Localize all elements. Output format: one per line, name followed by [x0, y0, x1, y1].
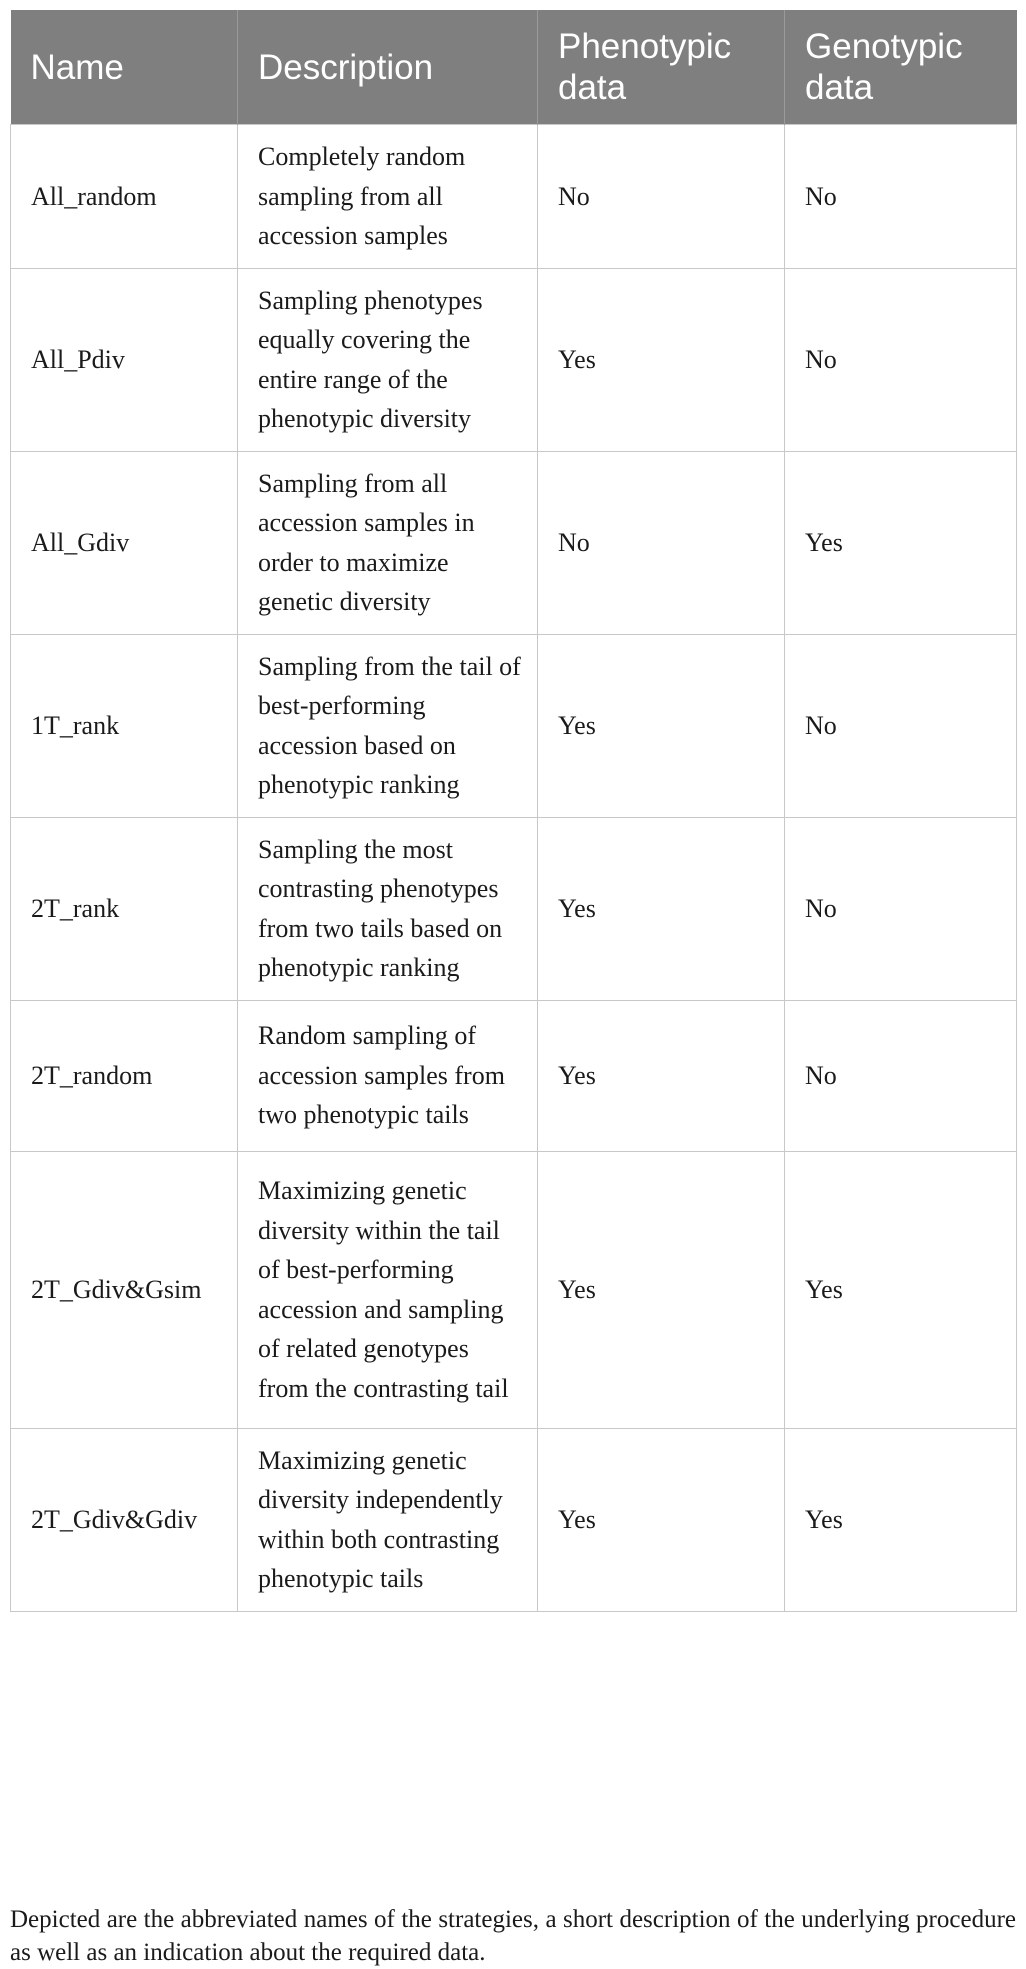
table-row	[11, 634, 1017, 817]
header-genotypic-data: Genotypic data	[785, 10, 1017, 125]
cell-genotypic: Yes	[785, 1428, 1017, 1611]
cell-description: Maximizing genetic diversity independently within both contrasting phenotypic tails	[238, 1428, 538, 1611]
table-header	[11, 10, 1017, 125]
cell-name: 2T_random	[11, 1000, 238, 1151]
cell-description: Maximizing genetic diversity within the tail of best-performing accession and sampling of related genotypes from the contrasting tail	[238, 1151, 538, 1428]
cell-name: All_Pdiv	[11, 268, 238, 451]
header-name: Name	[11, 10, 238, 125]
table-body	[11, 125, 1017, 1612]
strategy-table	[10, 10, 1017, 1612]
cell-genotypic: Yes	[785, 1151, 1017, 1428]
cell-name: All_random	[11, 125, 238, 269]
table-row	[11, 125, 1017, 269]
header-description: Description	[238, 10, 538, 125]
table-row	[11, 817, 1017, 1000]
table-row	[11, 451, 1017, 634]
cell-genotypic: Yes	[785, 451, 1017, 634]
cell-name: 1T_rank	[11, 634, 238, 817]
cell-name: 2T_Gdiv&Gsim	[11, 1151, 238, 1428]
cell-phenotypic: Yes	[538, 1428, 785, 1611]
cell-phenotypic: Yes	[538, 817, 785, 1000]
table-row	[11, 268, 1017, 451]
cell-genotypic: No	[785, 1000, 1017, 1151]
cell-description: Completely random sampling from all accession samples	[238, 125, 538, 269]
cell-name: 2T_Gdiv&Gdiv	[11, 1428, 238, 1611]
cell-phenotypic: Yes	[538, 268, 785, 451]
cell-phenotypic: No	[538, 451, 785, 634]
table-row	[11, 1000, 1017, 1151]
cell-description: Random sampling of accession samples from two phenotypic tails	[238, 1000, 538, 1151]
cell-phenotypic: Yes	[538, 1000, 785, 1151]
cell-description: Sampling from the tail of best-performing accession based on phenotypic ranking	[238, 634, 538, 817]
cell-description: Sampling phenotypes equally covering the entire range of the phenotypic diversity	[238, 268, 538, 451]
cell-phenotypic: No	[538, 125, 785, 269]
table-row	[11, 1428, 1017, 1611]
cell-genotypic: No	[785, 634, 1017, 817]
header-phenotypic-data: Phenotypic data	[538, 10, 785, 125]
cell-description: Sampling from all accession samples in order to maximize genetic diversity	[238, 451, 538, 634]
cell-phenotypic: Yes	[538, 1151, 785, 1428]
strategy-table-container	[10, 10, 1016, 1612]
cell-genotypic: No	[785, 268, 1017, 451]
cell-genotypic: No	[785, 125, 1017, 269]
table-footnote: Depicted are the abbreviated names of the strategies, a short description of the underlying procedure as well as an indication about the required data.	[10, 1906, 1016, 1966]
cell-description: Sampling the most contrasting phenotypes from two tails based on phenotypic ranking	[238, 817, 538, 1000]
cell-phenotypic: Yes	[538, 634, 785, 817]
cell-name: 2T_rank	[11, 817, 238, 1000]
cell-name: All_Gdiv	[11, 451, 238, 634]
header-row	[11, 10, 1017, 125]
cell-genotypic: No	[785, 817, 1017, 1000]
table-row	[11, 1151, 1017, 1428]
